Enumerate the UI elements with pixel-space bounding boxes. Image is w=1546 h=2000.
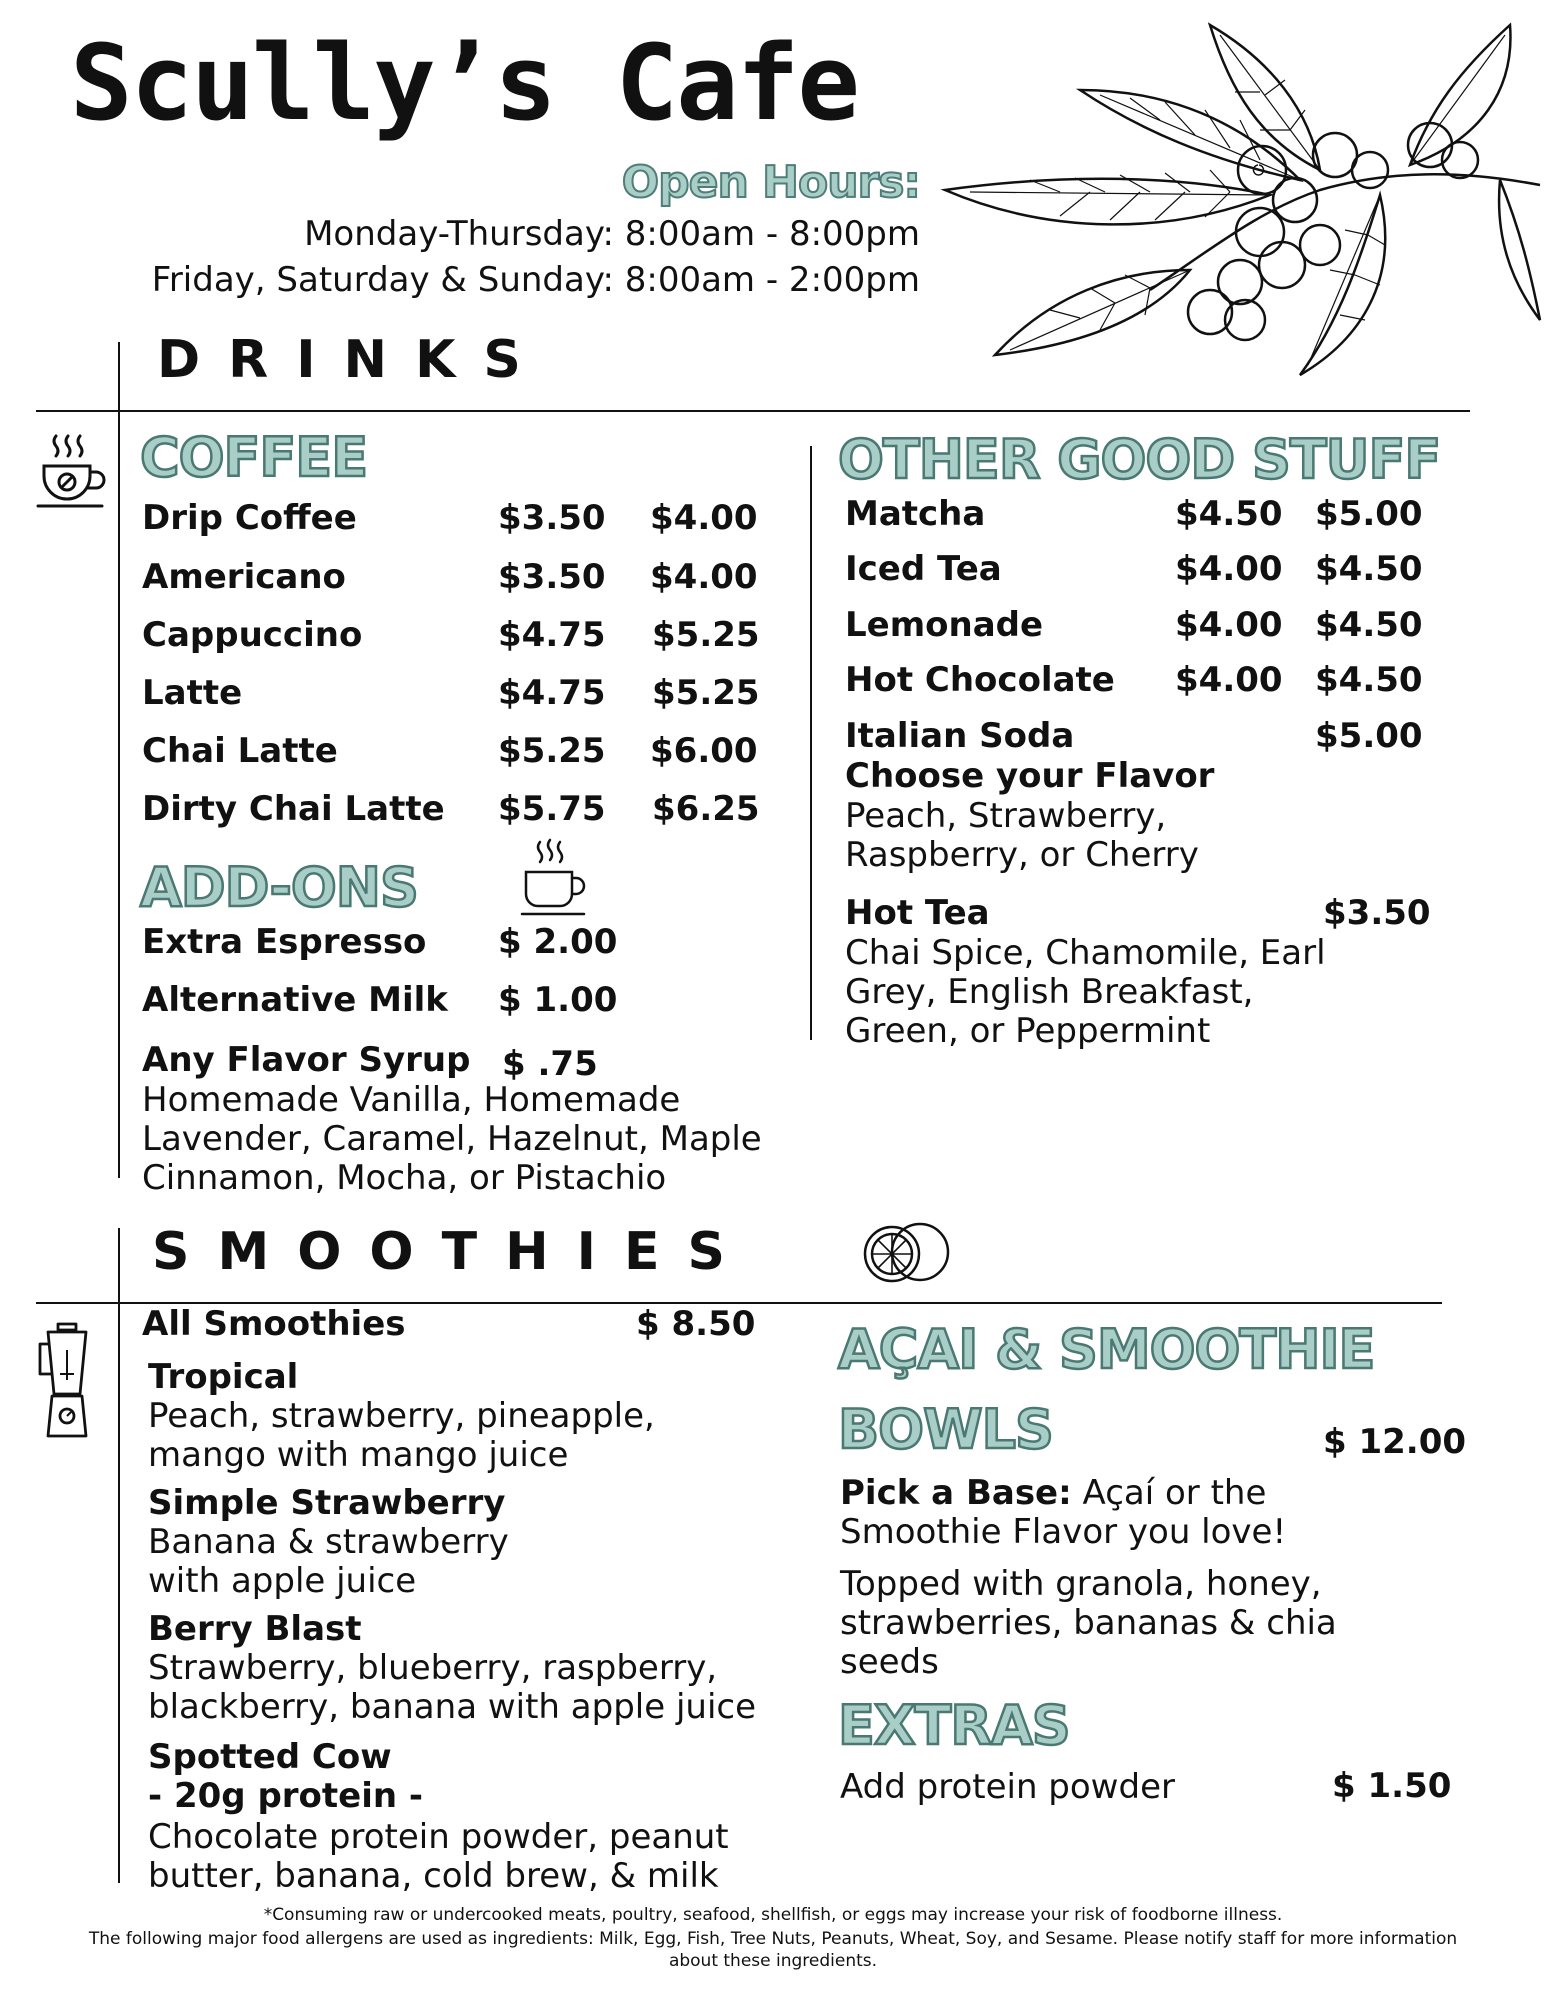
bowls-title-line1: AÇAI & SMOOTHIE [838,1318,1375,1381]
menu-item-name: Matcha [845,494,986,534]
menu-item-name: Hot Chocolate [845,660,1115,700]
italian-soda-price: $5.00 [1315,716,1423,756]
price-small: $4.75 [498,673,606,713]
bowls-base [840,1474,1420,1552]
price-large: $5.25 [652,673,760,713]
bowls-base-text: Açaí or the Smoothie Flavor you love! [840,1473,1287,1552]
price-small: $4.50 [1175,494,1283,534]
menu-item-name: Dirty Chai Latte [142,789,445,829]
all-smoothies-price: $ 8.50 [636,1304,756,1344]
smoothie-desc: Peach, strawberry, pineapple, mango with mango juice [148,1396,655,1475]
price-large: $4.00 [650,557,758,597]
smoothies-section-title: SMOOTHIES [152,1222,753,1282]
price-small: $4.00 [1175,605,1283,645]
bowls-title-line2: BOWLS [838,1398,1053,1461]
italian-soda-name: Italian Soda [845,716,1075,756]
extras-title: EXTRAS [838,1694,1070,1757]
menu-item-name: Chai Latte [142,731,338,771]
addon-name: Any Flavor Syrup [142,1040,471,1080]
price-large: $4.50 [1315,549,1423,589]
hours-weekend: Friday, Saturday & Sunday: 8:00am - 2:00pm [151,260,920,300]
italian-soda-subtitle: Choose your Flavor [845,756,1215,796]
extras-item: Add protein powder [840,1767,1175,1807]
price-small: $4.00 [1175,660,1283,700]
addon-price: $ .75 [502,1044,598,1084]
coffee-category-title: COFFEE [140,426,368,489]
orange-icon [862,1220,952,1284]
price-large: $4.50 [1315,605,1423,645]
syrup-flavors: Homemade Vanilla, Homemade Lavender, Caramel, Hazelnut, Maple Cinnamon, Mocha, or Pistachio [142,1080,762,1198]
smoothie-name: Spotted Cow [148,1737,392,1777]
hot-tea-price: $3.50 [1323,893,1431,933]
all-smoothies-label: All Smoothies [142,1304,406,1344]
menu-item-name: Lemonade [845,605,1044,645]
menu-item-name: Iced Tea [845,549,1002,589]
price-small: $3.50 [498,498,606,538]
hot-tea-flavors: Chai Spice, Chamomile, Earl Grey, English Breakfast, Green, or Peppermint [845,933,1326,1051]
menu-item-name: Drip Coffee [142,498,357,538]
smoothies-vertical-rule [118,1228,120,1883]
addon-name: Alternative Milk [142,980,448,1020]
italian-soda-flavors: Peach, Strawberry, Raspberry, or Cherry [845,796,1199,875]
coffee-branch-illustration [940,20,1546,380]
other-category-title: OTHER GOOD STUFF [838,428,1441,491]
hours-title: Open Hours: [621,157,920,208]
smoothie-desc: Strawberry, blueberry, raspberry, blackberry, banana with apple juice [148,1648,756,1727]
smoothie-name: Tropical [148,1357,299,1397]
smoothie-desc: Chocolate protein powder, peanut butter, banana, cold brew, & milk [148,1817,729,1896]
extras-price: $ 1.50 [1332,1766,1452,1806]
hours-weekday: Monday-Thursday: 8:00am - 8:00pm [304,214,920,254]
menu-item-name: Americano [142,557,346,597]
price-small: $4.75 [498,615,606,655]
bowls-price: $ 12.00 [1323,1422,1467,1462]
price-large: $4.50 [1315,660,1423,700]
smoothie-name: Simple Strawberry [148,1483,506,1523]
blender-icon [36,1322,98,1438]
price-small: $4.00 [1175,549,1283,589]
drinks-vertical-rule [118,342,120,1178]
smoothie-name: Berry Blast [148,1609,362,1649]
coffee-cup-icon [34,432,110,514]
menu-item-name: Cappuccino [142,615,363,655]
smoothie-subtitle: - 20g protein - [148,1776,424,1816]
footer-allergens: The following major food allergens are used as ingredients: Milk, Egg, Fish, Tree Nuts, Peanuts, Wheat, Soy, and Sesame. Please notify staff for more information about these ingredients. [88,1929,1458,1971]
steaming-mug-icon [520,838,592,918]
drinks-horizontal-rule [36,410,1470,412]
addon-price: $ 1.00 [498,980,618,1020]
price-small: $3.50 [498,557,606,597]
smoothie-desc: Banana & strawberry with apple juice [148,1522,509,1601]
price-large: $6.25 [652,789,760,829]
hot-tea-name: Hot Tea [845,893,990,933]
bowls-toppings: Topped with granola, honey, strawberries, bananas & chia seeds [840,1564,1337,1682]
price-large: $5.00 [1315,494,1423,534]
addons-category-title: ADD-ONS [140,856,418,919]
menu-item-name: Latte [142,673,243,713]
column-divider [810,446,812,1040]
price-large: $5.25 [652,615,760,655]
addon-price: $ 2.00 [498,922,618,962]
price-small: $5.25 [498,731,606,771]
price-large: $6.00 [650,731,758,771]
footer-disclaimer: *Consuming raw or undercooked meats, poultry, seafood, shellfish, or eggs may increase your risk of foodborne illness. [263,1905,1283,1925]
bowls-base-label: Pick a Base: [840,1473,1072,1513]
drinks-section-title: DRINKS [157,330,549,390]
addon-name: Extra Espresso [142,922,427,962]
cafe-name: Scully’s Cafe [70,22,858,144]
price-large: $4.00 [650,498,758,538]
price-small: $5.75 [498,789,606,829]
